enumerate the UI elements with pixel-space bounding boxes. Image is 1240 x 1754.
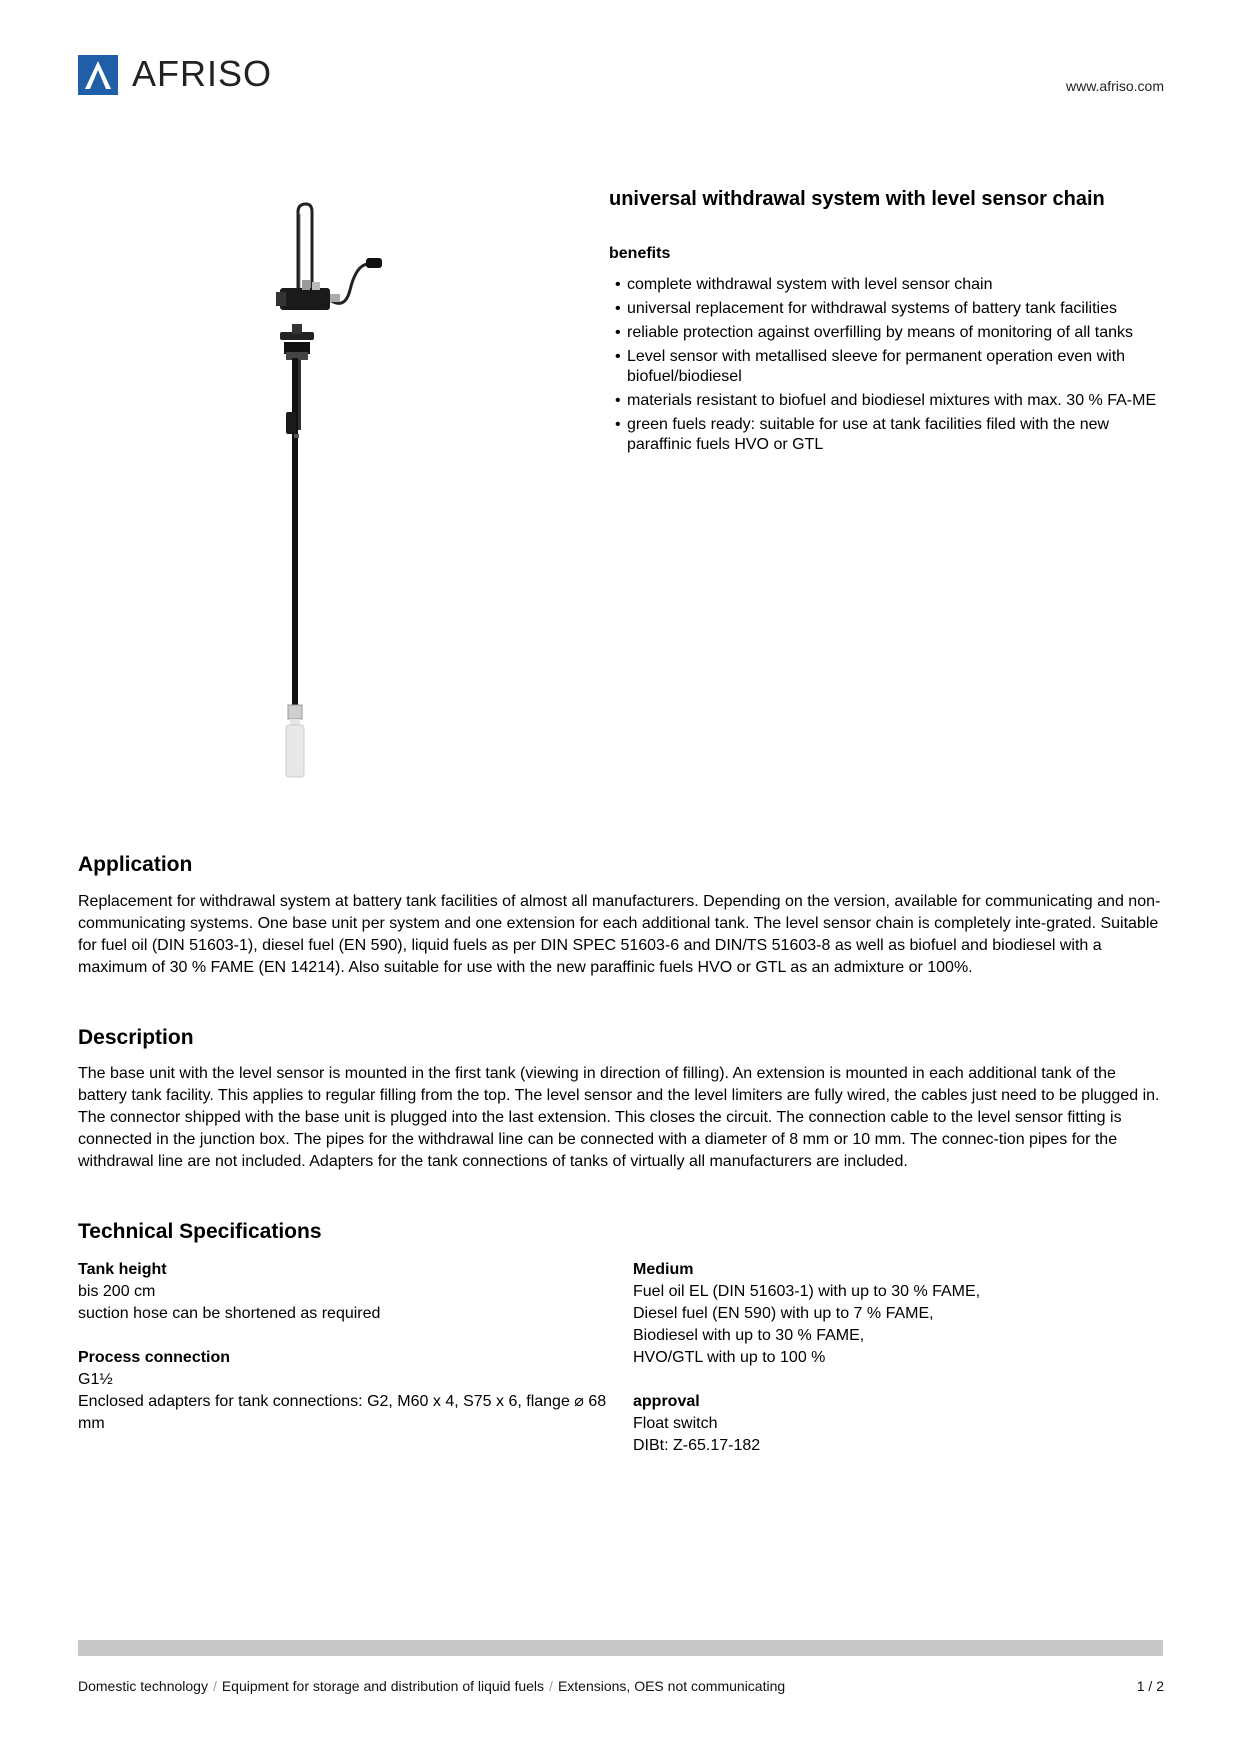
spec-medium — [633, 1259, 1163, 1369]
list-item: • green fuels ready: suitable for use at tank facilities filed with the new paraffinic fuels HVO or GTL — [609, 415, 1169, 455]
spec-column-right — [633, 1259, 1163, 1479]
spec-value: G1½ — [78, 1371, 113, 1388]
footer-divider-bar — [78, 1640, 1163, 1656]
list-item: • complete withdrawal system with level sensor chain — [609, 275, 1169, 295]
benefits-heading: benefits — [609, 245, 671, 262]
product-title: universal withdrawal system with level sensor chain — [609, 188, 1105, 210]
list-item: • materials resistant to biofuel and biodiesel mixtures with max. 30 % FA-ME — [609, 391, 1169, 411]
spec-value: Enclosed adapters for tank connections: G2, M60 x 4, S75 x 6, flange ⌀ 68 mm — [78, 1393, 607, 1432]
spec-value: Diesel fuel (EN 590) with up to 7 % FAME, — [633, 1305, 934, 1322]
benefits-list — [609, 275, 1169, 459]
spec-value: HVO/GTL with up to 100 % — [633, 1349, 826, 1366]
list-item: • Level sensor with metallised sleeve for permanent operation even with biofuel/biodiesel — [609, 347, 1169, 387]
page-number: 1 / 2 — [1136, 1678, 1164, 1694]
spec-value: Float switch — [633, 1415, 718, 1432]
product-image — [250, 200, 430, 780]
spec-value: suction hose can be shortened as required — [78, 1305, 381, 1322]
spec-value: Fuel oil EL (DIN 51603-1) with up to 30 % FAME, — [633, 1283, 981, 1300]
list-item: • reliable protection against overfilling by means of monitoring of all tanks — [609, 323, 1169, 343]
breadcrumb-separator: / — [549, 1678, 553, 1694]
spec-column-left — [78, 1259, 608, 1457]
list-item: • universal replacement for withdrawal systems of battery tank facilities — [609, 299, 1169, 319]
description-text: The base unit with the level sensor is mounted in the first tank (viewing in direction of filling). An extension is mounted in each additional tank of the battery tank facility. This applies to regular filling from the top. The level sensor and the level limiters are fully wired, the cables just need to be plugged in. The connector shipped with the base unit is plugged into the last extension. This closes the circuit. The connection cable to the level sensor fitting is connected in the junction box. The pipes for the withdrawal line can be connected with a diameter of 8 mm or 10 mm. The connec-tion pipes for the withdrawal line are not included. Adapters for the tank connections of tanks of virtually all manufacturers are included. — [78, 1065, 1160, 1170]
website-link[interactable]: www.afriso.com — [1065, 78, 1164, 94]
spec-value: bis 200 cm — [78, 1283, 156, 1300]
breadcrumb-item[interactable]: Extensions, OES not communicating — [557, 1678, 786, 1694]
spec-label: approval — [633, 1393, 700, 1410]
spec-tank-height — [78, 1259, 608, 1325]
breadcrumb-separator: / — [212, 1678, 217, 1694]
spec-label: Process connection — [78, 1349, 231, 1366]
spec-value: DIBt: Z-65.17-182 — [633, 1437, 761, 1454]
breadcrumb — [78, 1678, 785, 1694]
description-heading: Description — [78, 1026, 194, 1049]
technical-specifications-heading: Technical Specifications — [78, 1220, 322, 1243]
logo-mark-icon — [78, 55, 118, 95]
application-text: Replacement for withdrawal system at battery tank facilities of almost all manufacturers. Depending on the version, available for communicating and non-communicating systems. One base unit per system and one extension for each additional tank. The level sensor chain is completely inte-grated. Suitable for fuel oil (DIN 51603-1), diesel fuel (EN 590), liquid fuels as per DIN SPEC 51603-6 and DIN/TS 51603-8 as well as biofuel and biodiesel with a maximum of 30 % FAME (EN 14214). Also suitable for use with the new paraffinic fuels HVO or GTL as an admixture or 100%. — [78, 893, 1161, 976]
breadcrumb-item[interactable]: Equipment for storage and distribution of liquid fuels — [221, 1678, 545, 1694]
spec-label: Tank height — [78, 1261, 167, 1278]
spec-process-connection — [78, 1347, 608, 1435]
spec-approval — [633, 1391, 1163, 1457]
application-heading: Application — [78, 853, 193, 876]
spec-label: Medium — [633, 1261, 694, 1278]
breadcrumb-item[interactable]: Domestic technology — [78, 1678, 208, 1694]
spec-value: Biodiesel with up to 30 % FAME, — [633, 1327, 865, 1344]
logo-text: AFRISO — [132, 53, 273, 94]
